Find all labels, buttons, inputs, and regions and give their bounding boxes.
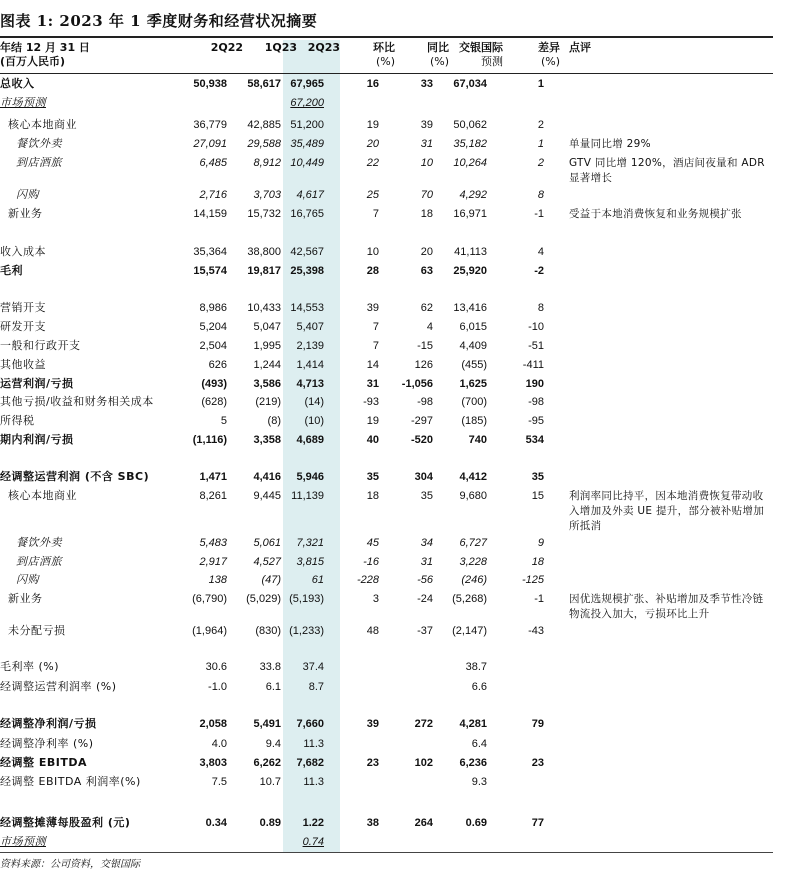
table-title: 图表 1: 2023 年 1 季度财务和经营状况摘要 bbox=[0, 12, 318, 30]
cell-qoq: 20 bbox=[366, 138, 379, 150]
table-row bbox=[0, 775, 773, 793]
cell-1q23: (219) bbox=[255, 396, 281, 408]
row-label: 新业务 bbox=[0, 207, 43, 220]
cell-1q23: 42,885 bbox=[247, 119, 281, 131]
cell-yoy: 63 bbox=[420, 265, 433, 277]
cell-2q23: (5,193) bbox=[289, 593, 324, 605]
cell-boc-forecast: (455) bbox=[461, 359, 487, 371]
row-label: 收入成本 bbox=[0, 245, 46, 258]
cell-1q23: 9,445 bbox=[253, 490, 281, 502]
row-label: 市场预测 bbox=[0, 835, 46, 848]
cell-1q23: 4,416 bbox=[253, 471, 281, 483]
cell-2q23: 11.3 bbox=[303, 776, 324, 788]
cell-qoq: 39 bbox=[366, 302, 379, 314]
cell-boc-forecast: (2,147) bbox=[452, 625, 487, 637]
cell-2q22: 30.6 bbox=[205, 661, 227, 673]
cell-2q23: 14,553 bbox=[290, 302, 324, 314]
header-qoq-label: 环比 bbox=[373, 41, 395, 54]
row-label: 运营利润/亏损 bbox=[0, 377, 74, 390]
cell-boc-forecast: 38.7 bbox=[465, 661, 487, 673]
cell-2q23: 4,713 bbox=[296, 378, 324, 390]
cell-1q23: 38,800 bbox=[247, 246, 281, 258]
cell-boc-forecast: 6.4 bbox=[471, 738, 487, 750]
row-label: 经调整运营利润 (不含 SBC) bbox=[0, 470, 150, 483]
cell-1q23: 5,491 bbox=[253, 718, 281, 730]
cell-2q23: 2,139 bbox=[296, 340, 324, 352]
header-2q22: 2Q22 bbox=[210, 41, 243, 54]
cell-diff: 77 bbox=[531, 817, 544, 829]
header-yoy bbox=[427, 41, 449, 69]
cell-2q22: 35,364 bbox=[193, 246, 227, 258]
cell-2q22: (1,964) bbox=[192, 625, 227, 637]
cell-qoq: 7 bbox=[372, 208, 379, 220]
cell-1q23: 1,995 bbox=[253, 340, 281, 352]
cell-diff: 1 bbox=[537, 78, 544, 90]
cell-boc-forecast: 4,409 bbox=[459, 340, 487, 352]
cell-boc-forecast: (246) bbox=[461, 574, 487, 586]
cell-2q22: 36,779 bbox=[193, 119, 227, 131]
cell-yoy: 62 bbox=[420, 302, 433, 314]
cell-qoq: 16 bbox=[366, 78, 379, 90]
cell-diff: -43 bbox=[528, 625, 544, 637]
row-label: 餐饮外卖 bbox=[0, 536, 62, 549]
cell-diff: -2 bbox=[534, 265, 544, 277]
cell-1q23: 6,262 bbox=[253, 757, 281, 769]
cell-yoy: -15 bbox=[417, 340, 433, 352]
cell-2q22: 2,917 bbox=[199, 556, 227, 568]
table-row bbox=[0, 358, 773, 376]
cell-2q22: 8,986 bbox=[199, 302, 227, 314]
cell-yoy: 33 bbox=[420, 78, 433, 90]
cell-boc-forecast: (185) bbox=[461, 415, 487, 427]
cell-2q22: (1,116) bbox=[192, 434, 227, 446]
cell-2q22: 27,091 bbox=[193, 138, 227, 150]
table-row bbox=[0, 339, 773, 357]
cell-2q22: 6,485 bbox=[199, 157, 227, 169]
table-row bbox=[0, 573, 773, 591]
row-label: 新业务 bbox=[0, 592, 43, 605]
bottom-rule bbox=[0, 852, 773, 853]
cell-1q23: (8) bbox=[267, 415, 281, 427]
header-fiscal-year: 年结 12 月 31 日 bbox=[0, 41, 90, 54]
cell-2q23: 37.4 bbox=[302, 661, 324, 673]
cell-1q23: 3,358 bbox=[253, 434, 281, 446]
row-label: 经调整净利率 (%) bbox=[0, 737, 94, 750]
cell-yoy: 18 bbox=[420, 208, 433, 220]
cell-qoq: 38 bbox=[366, 817, 379, 829]
cell-diff: -51 bbox=[528, 340, 544, 352]
cell-boc-forecast: 4,281 bbox=[459, 718, 487, 730]
cell-2q22: 15,574 bbox=[193, 265, 227, 277]
cell-2q22: -1.0 bbox=[208, 681, 227, 693]
cell-2q22: (628) bbox=[201, 396, 227, 408]
row-label: 经调整摊薄每股盈利 (元) bbox=[0, 816, 131, 829]
cell-2q23: 42,567 bbox=[290, 246, 324, 258]
header-diff-unit: (%) bbox=[540, 55, 560, 68]
cell-boc-forecast: 41,113 bbox=[454, 246, 487, 258]
cell-2q23: 11,139 bbox=[291, 490, 324, 502]
cell-diff: 8 bbox=[537, 302, 544, 314]
cell-diff: 2 bbox=[537, 119, 544, 131]
cell-yoy: 4 bbox=[426, 321, 433, 333]
table-row bbox=[0, 118, 773, 136]
cell-2q23: 4,617 bbox=[296, 189, 324, 201]
top-rule bbox=[0, 36, 773, 38]
cell-1q23: 8,912 bbox=[253, 157, 281, 169]
cell-qoq: 23 bbox=[366, 757, 379, 769]
header-boc-sub: 预测 bbox=[481, 55, 503, 68]
header-qoq bbox=[373, 41, 395, 69]
cell-qoq: 48 bbox=[366, 625, 379, 637]
cell-1q23: 15,732 bbox=[247, 208, 281, 220]
cell-2q22: 8,261 bbox=[199, 490, 227, 502]
cell-boc-forecast: 25,920 bbox=[453, 265, 487, 277]
cell-boc-forecast: 6,236 bbox=[459, 757, 487, 769]
cell-boc-forecast: 6,015 bbox=[459, 321, 487, 333]
cell-diff: 190 bbox=[525, 378, 544, 390]
cell-qoq: 40 bbox=[366, 434, 379, 446]
row-label: 毛利率 (%) bbox=[0, 660, 60, 673]
cell-2q22: 7.5 bbox=[211, 776, 227, 788]
row-comment: 受益于本地消费恢复和业务规模扩张 bbox=[569, 208, 742, 220]
cell-2q23: 7,682 bbox=[296, 757, 324, 769]
cell-diff: 8 bbox=[537, 189, 544, 201]
cell-2q23: 11.3 bbox=[303, 738, 324, 750]
cell-yoy: -1,056 bbox=[401, 378, 433, 390]
header-1q23: 1Q23 bbox=[264, 41, 297, 54]
cell-yoy: 102 bbox=[414, 757, 433, 769]
cell-boc-forecast: 13,416 bbox=[453, 302, 487, 314]
cell-2q23: 16,765 bbox=[290, 208, 324, 220]
row-label: 核心本地商业 bbox=[0, 118, 77, 131]
row-label: 经调整 EBITDA 利润率(%) bbox=[0, 775, 141, 788]
cell-boc-forecast: 9.3 bbox=[471, 776, 487, 788]
cell-2q22: (493) bbox=[201, 378, 227, 390]
header-rule bbox=[0, 73, 773, 74]
header-boc-forecast bbox=[459, 41, 503, 69]
cell-2q22: 1,471 bbox=[199, 471, 227, 483]
cell-boc-forecast: 10,264 bbox=[453, 157, 487, 169]
table-row bbox=[0, 816, 773, 834]
cell-yoy: 35 bbox=[420, 490, 433, 502]
cell-1q23: (47) bbox=[261, 574, 281, 586]
cell-qoq: 22 bbox=[366, 157, 379, 169]
row-comment: 因优选规模扩张、补贴增加及季节性冷链物流投入加大，亏损环比上升 bbox=[569, 593, 764, 620]
row-label: 营销开支 bbox=[0, 301, 46, 314]
row-label: 核心本地商业 bbox=[0, 489, 77, 502]
cell-qoq: -228 bbox=[356, 574, 379, 586]
cell-qoq: 25 bbox=[366, 189, 379, 201]
cell-2q22: 2,716 bbox=[199, 189, 227, 201]
row-label: 餐饮外卖 bbox=[0, 137, 62, 150]
cell-yoy: 264 bbox=[414, 817, 433, 829]
cell-yoy: 20 bbox=[420, 246, 433, 258]
cell-2q23: (14) bbox=[304, 396, 324, 408]
cell-2q23: 1,414 bbox=[296, 359, 324, 371]
table-row bbox=[0, 555, 773, 573]
cell-diff: -1 bbox=[534, 208, 544, 220]
cell-yoy: 39 bbox=[420, 119, 433, 131]
row-label: 总收入 bbox=[0, 77, 35, 90]
cell-yoy: 70 bbox=[420, 189, 433, 201]
cell-yoy: 34 bbox=[420, 537, 433, 549]
cell-boc-forecast: 4,292 bbox=[459, 189, 487, 201]
cell-2q22: 4.0 bbox=[211, 738, 227, 750]
cell-boc-forecast: 6,727 bbox=[459, 537, 487, 549]
header-yoy-label: 同比 bbox=[427, 41, 449, 54]
cell-qoq: 28 bbox=[366, 265, 379, 277]
source-note: 资料来源：公司资料，交银国际 bbox=[0, 859, 140, 870]
cell-qoq: 3 bbox=[372, 593, 379, 605]
cell-2q22: 5 bbox=[220, 415, 227, 427]
table-row bbox=[0, 489, 773, 532]
cell-2q23: 7,321 bbox=[296, 537, 324, 549]
row-label: 期内利润/亏损 bbox=[0, 433, 74, 446]
table-row bbox=[0, 717, 773, 735]
cell-boc-forecast: 3,228 bbox=[459, 556, 487, 568]
table-row bbox=[0, 156, 773, 184]
table-row bbox=[0, 433, 773, 451]
cell-2q23: (1,233) bbox=[289, 625, 324, 637]
cell-diff: -98 bbox=[528, 396, 544, 408]
cell-2q23: 4,689 bbox=[296, 434, 324, 446]
cell-boc-forecast: 67,034 bbox=[453, 78, 487, 90]
cell-2q22: 2,504 bbox=[199, 340, 227, 352]
cell-2q22: 2,058 bbox=[199, 718, 227, 730]
cell-qoq: -16 bbox=[363, 556, 379, 568]
row-label: 闪购 bbox=[0, 573, 39, 586]
cell-boc-forecast: 740 bbox=[468, 434, 487, 446]
table-row bbox=[0, 320, 773, 338]
row-label: 经调整 EBITDA bbox=[0, 756, 87, 769]
cell-yoy: 10 bbox=[420, 157, 433, 169]
table-row bbox=[0, 624, 773, 642]
cell-qoq: 18 bbox=[366, 490, 379, 502]
cell-2q22: 5,483 bbox=[199, 537, 227, 549]
cell-1q23: (5,029) bbox=[246, 593, 281, 605]
row-label: 未分配亏损 bbox=[0, 624, 66, 637]
cell-diff: -95 bbox=[528, 415, 544, 427]
cell-1q23: 6.1 bbox=[265, 681, 281, 693]
cell-1q23: 5,061 bbox=[253, 537, 281, 549]
table-row bbox=[0, 207, 773, 225]
cell-qoq: 39 bbox=[366, 718, 379, 730]
header-units: (百万人民币) bbox=[0, 55, 66, 68]
cell-qoq: 7 bbox=[372, 340, 379, 352]
row-label: 经调整运营利润率 (%) bbox=[0, 680, 117, 693]
cell-1q23: 33.8 bbox=[259, 661, 281, 673]
cell-2q22: 0.34 bbox=[205, 817, 227, 829]
row-label: 毛利 bbox=[0, 264, 23, 277]
cell-boc-forecast: 6.6 bbox=[471, 681, 487, 693]
table-row bbox=[0, 264, 773, 282]
cell-1q23: 5,047 bbox=[253, 321, 281, 333]
cell-yoy: -98 bbox=[417, 396, 433, 408]
cell-boc-forecast: (700) bbox=[461, 396, 487, 408]
table-row bbox=[0, 245, 773, 263]
cell-diff: -411 bbox=[522, 359, 544, 371]
cell-1q23: (830) bbox=[255, 625, 281, 637]
cell-2q23: 3,815 bbox=[296, 556, 324, 568]
cell-boc-forecast: 16,971 bbox=[453, 208, 487, 220]
cell-2q23: 7,660 bbox=[296, 718, 324, 730]
cell-yoy: 126 bbox=[414, 359, 433, 371]
cell-diff: 9 bbox=[537, 537, 544, 549]
cell-1q23: 3,703 bbox=[253, 189, 281, 201]
cell-1q23: 9.4 bbox=[265, 738, 281, 750]
cell-boc-forecast: (5,268) bbox=[452, 593, 487, 605]
table-row bbox=[0, 737, 773, 755]
cell-1q23: 1,244 bbox=[253, 359, 281, 371]
cell-yoy: -24 bbox=[417, 593, 433, 605]
cell-qoq: -93 bbox=[363, 396, 379, 408]
cell-2q23: 67,965 bbox=[290, 78, 324, 90]
table-row bbox=[0, 188, 773, 206]
cell-2q22: (6,790) bbox=[192, 593, 227, 605]
cell-qoq: 10 bbox=[366, 246, 379, 258]
row-comment: 利润率同比持平，因本地消费恢复带动收入增加及外卖 UE 提升，部分被补贴增加所抵消 bbox=[569, 490, 764, 532]
cell-yoy: -297 bbox=[410, 415, 433, 427]
header-2q23: 2Q23 bbox=[307, 41, 340, 54]
cell-yoy: 31 bbox=[420, 138, 433, 150]
cell-1q23: 10,433 bbox=[247, 302, 281, 314]
cell-yoy: 272 bbox=[414, 718, 433, 730]
cell-diff: -1 bbox=[534, 593, 544, 605]
cell-2q22: 5,204 bbox=[199, 321, 227, 333]
cell-2q23: 35,489 bbox=[290, 138, 324, 150]
cell-diff: 534 bbox=[525, 434, 544, 446]
table-row bbox=[0, 660, 773, 678]
cell-2q23: 0.74 bbox=[302, 836, 324, 848]
cell-2q22: 50,938 bbox=[193, 78, 227, 90]
cell-yoy: -37 bbox=[417, 625, 433, 637]
table-row bbox=[0, 756, 773, 774]
row-label: 其他收益 bbox=[0, 358, 46, 371]
cell-yoy: 304 bbox=[414, 471, 433, 483]
cell-1q23: 58,617 bbox=[247, 78, 281, 90]
row-label: 经调整净利润/亏损 bbox=[0, 717, 97, 730]
cell-2q23: 67,200 bbox=[290, 97, 324, 109]
cell-2q22: 3,803 bbox=[199, 757, 227, 769]
table-row bbox=[0, 470, 773, 488]
row-label: 研发开支 bbox=[0, 320, 46, 333]
cell-boc-forecast: 35,182 bbox=[453, 138, 487, 150]
row-label: 到店酒旅 bbox=[0, 555, 62, 568]
table-row bbox=[0, 680, 773, 698]
cell-1q23: 4,527 bbox=[253, 556, 281, 568]
cell-diff: 4 bbox=[537, 246, 544, 258]
cell-2q23: 5,946 bbox=[296, 471, 324, 483]
cell-qoq: 31 bbox=[366, 378, 379, 390]
cell-yoy: -56 bbox=[417, 574, 433, 586]
cell-2q23: 25,398 bbox=[290, 265, 324, 277]
header-qoq-unit: (%) bbox=[375, 55, 395, 68]
row-label: 市场预测 bbox=[0, 96, 46, 109]
cell-1q23: 29,588 bbox=[247, 138, 281, 150]
cell-1q23: 19,817 bbox=[247, 265, 281, 277]
cell-diff: 23 bbox=[531, 757, 544, 769]
header-period-label bbox=[0, 41, 90, 69]
cell-diff: 1 bbox=[537, 138, 544, 150]
cell-diff: 35 bbox=[531, 471, 544, 483]
cell-2q22: 626 bbox=[208, 359, 227, 371]
cell-diff: -10 bbox=[528, 321, 544, 333]
cell-qoq: 35 bbox=[366, 471, 379, 483]
cell-2q23: 5,407 bbox=[296, 321, 324, 333]
cell-diff: 2 bbox=[537, 157, 544, 169]
row-label: 所得税 bbox=[0, 414, 35, 427]
cell-qoq: 45 bbox=[366, 537, 379, 549]
header-comment: 点评 bbox=[569, 41, 591, 54]
header-boc-label: 交银国际 bbox=[459, 41, 503, 54]
cell-qoq: 19 bbox=[366, 415, 379, 427]
cell-diff: 18 bbox=[531, 556, 544, 568]
cell-2q22: 138 bbox=[208, 574, 227, 586]
cell-1q23: 3,586 bbox=[253, 378, 281, 390]
row-label: 到店酒旅 bbox=[0, 156, 62, 169]
cell-boc-forecast: 0.69 bbox=[465, 817, 487, 829]
cell-boc-forecast: 4,412 bbox=[459, 471, 487, 483]
cell-diff: 79 bbox=[531, 718, 544, 730]
cell-yoy: 31 bbox=[420, 556, 433, 568]
cell-boc-forecast: 9,680 bbox=[459, 490, 487, 502]
row-label: 闪购 bbox=[0, 188, 39, 201]
cell-boc-forecast: 1,625 bbox=[459, 378, 487, 390]
row-label: 其他亏损/收益和财务相关成本 bbox=[0, 395, 154, 408]
table-row bbox=[0, 536, 773, 554]
cell-2q23: 51,200 bbox=[290, 119, 324, 131]
table-row bbox=[0, 137, 773, 155]
table-row bbox=[0, 395, 773, 413]
cell-2q23: 10,449 bbox=[290, 157, 324, 169]
cell-2q23: (10) bbox=[304, 415, 324, 427]
table-row bbox=[0, 377, 773, 395]
cell-qoq: 14 bbox=[366, 359, 379, 371]
cell-1q23: 10.7 bbox=[259, 776, 281, 788]
header-diff-label: 差异 bbox=[538, 41, 560, 54]
header-yoy-unit: (%) bbox=[429, 55, 449, 68]
cell-yoy: -520 bbox=[410, 434, 433, 446]
cell-diff: 15 bbox=[531, 490, 544, 502]
header-diff bbox=[538, 41, 560, 69]
row-comment: GTV 同比增 120%，酒店间夜量和 ADR 显著增长 bbox=[569, 157, 765, 184]
table-row bbox=[0, 301, 773, 319]
cell-qoq: 7 bbox=[372, 321, 379, 333]
cell-2q23: 8.7 bbox=[308, 681, 324, 693]
row-label: 一般和行政开支 bbox=[0, 339, 81, 352]
cell-2q23: 61 bbox=[311, 574, 324, 586]
table-row bbox=[0, 835, 773, 853]
table-row bbox=[0, 414, 773, 432]
cell-boc-forecast: 50,062 bbox=[453, 119, 487, 131]
cell-2q22: 14,159 bbox=[193, 208, 227, 220]
row-comment: 单量同比增 29% bbox=[569, 138, 651, 150]
table-row bbox=[0, 96, 773, 114]
table-row bbox=[0, 77, 773, 95]
cell-qoq: 19 bbox=[366, 119, 379, 131]
cell-2q23: 1.22 bbox=[302, 817, 324, 829]
cell-diff: -125 bbox=[521, 574, 544, 586]
table-row bbox=[0, 592, 773, 620]
cell-1q23: 0.89 bbox=[259, 817, 281, 829]
